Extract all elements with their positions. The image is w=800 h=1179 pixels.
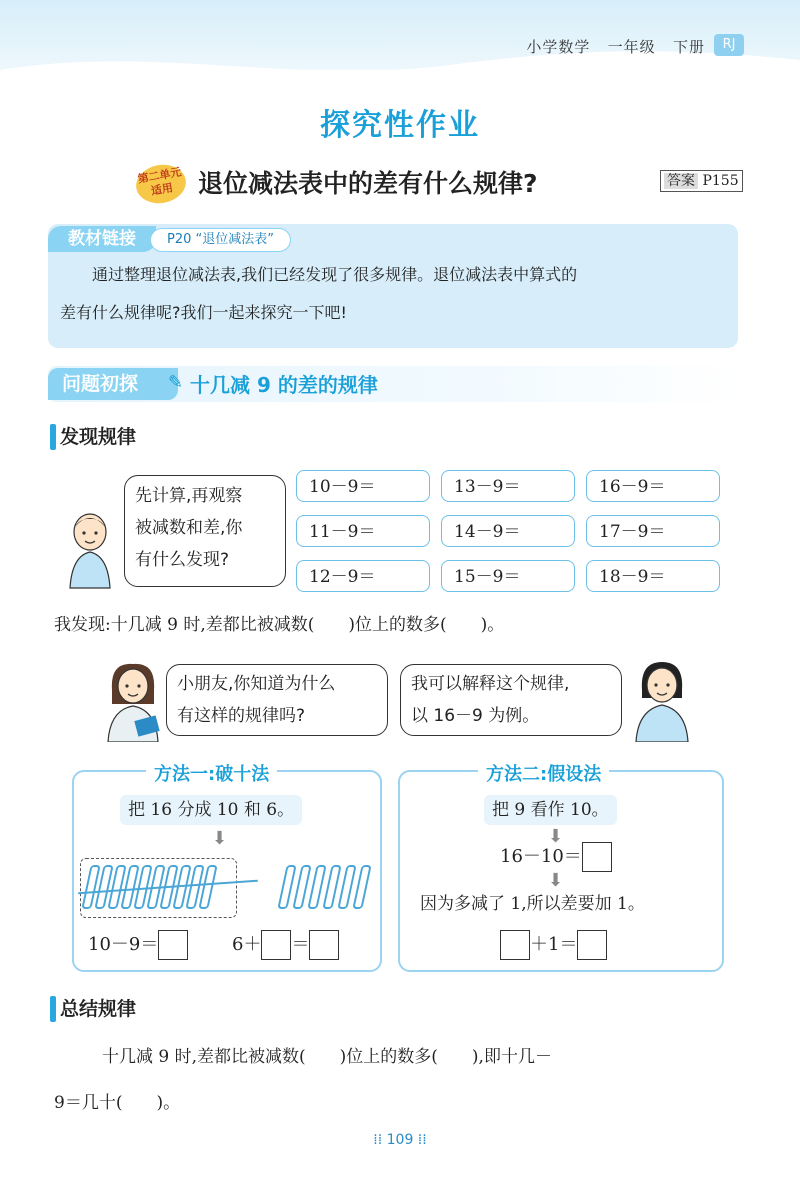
answer-square[interactable]	[309, 930, 339, 960]
equation-box: 15－9＝	[441, 560, 575, 592]
answer-square[interactable]	[582, 842, 612, 872]
equation-box: 18－9＝	[586, 560, 720, 592]
equation-text: 16－10＝	[500, 846, 582, 867]
answer-label: 答案	[664, 173, 698, 189]
method-two-reason: 因为多减了 1,所以差要加 1。	[420, 894, 645, 914]
bubble-line: 有这样的规律吗?	[177, 706, 306, 726]
textbook-link-ref: P20 “退位减法表”	[150, 228, 291, 252]
equation-box: 10－9＝	[296, 470, 430, 502]
down-arrow-icon: ⬇	[212, 828, 228, 849]
down-arrow-icon: ⬇	[548, 826, 564, 847]
summary-line-2: 9＝几十( )。	[54, 1093, 181, 1113]
bubble-line: 被减数和差,你	[135, 518, 243, 538]
page-number-text: 109	[386, 1132, 414, 1148]
summary-line-1: 十几减 9 时,差都比被减数( )位上的数多( ),即十几－	[102, 1047, 552, 1067]
equation-box: 16－9＝	[586, 470, 720, 502]
bubble-line: 我可以解释这个规律,	[411, 674, 570, 694]
equation-box: 11－9＝	[296, 515, 430, 547]
equation-text: ＋1＝	[530, 934, 578, 955]
bubble-line: 有什么发现?	[135, 550, 230, 570]
summary-heading: 总结规律	[60, 998, 137, 1020]
book-info: 小学数学 一年级 下册	[526, 38, 705, 56]
method-one-equation-2	[232, 930, 339, 960]
page-title: 探究性作业	[320, 108, 480, 143]
discover-heading: 发现规律	[60, 426, 137, 448]
answer-square[interactable]	[261, 930, 291, 960]
answer-square[interactable]	[500, 930, 530, 960]
method-two-equation-1	[500, 842, 612, 872]
answer-page: P155	[702, 173, 739, 189]
equation-text: 6＋	[232, 934, 262, 955]
method-two-equation-2	[500, 930, 607, 960]
teacher-illustration	[100, 660, 166, 742]
method-two-step: 把 9 看作 10。	[484, 795, 617, 825]
equation-box: 17－9＝	[586, 515, 720, 547]
page-number: ⁞⁞ 109 ⁞⁞	[373, 1132, 427, 1148]
equation-text: ＝	[291, 934, 310, 955]
textbook-link-tag: 教材链接	[48, 226, 156, 252]
subtitle: 退位减法表中的差有什么规律?	[198, 169, 538, 198]
equation-box: 13－9＝	[441, 470, 575, 502]
equation-box: 14－9＝	[441, 515, 575, 547]
intro-line-2: 差有什么规律呢?我们一起来探究一下吧!	[60, 303, 347, 322]
equation-box: 12－9＝	[296, 560, 430, 592]
boy-illustration	[60, 510, 120, 590]
finding-sentence: 我发现:十几减 9 时,差都比被减数( )位上的数多( )。	[54, 615, 505, 635]
boy-speech-bubble	[124, 475, 286, 587]
method-one-title: 方法一:破十法	[146, 760, 277, 786]
bubble-line: 以 16－9 为例。	[411, 706, 540, 726]
answer-square[interactable]	[577, 930, 607, 960]
answer-square[interactable]	[158, 930, 188, 960]
six-sticks	[282, 865, 372, 911]
question-tag: 问题初探	[48, 368, 178, 400]
equation-text: 10－9＝	[88, 934, 159, 955]
section-bar-icon	[50, 424, 56, 450]
girl-illustration	[630, 658, 694, 742]
method-two-title: 方法二:假设法	[478, 760, 609, 786]
pencil-icon: ✎	[168, 372, 184, 393]
bubble-line: 先计算,再观察	[135, 486, 243, 506]
edition-badge: RJ	[714, 34, 744, 56]
answer-reference	[660, 170, 743, 192]
down-arrow-icon: ⬇	[548, 870, 564, 891]
bubble-line: 小朋友,你知道为什么	[177, 674, 336, 694]
method-one-step: 把 16 分成 10 和 6。	[120, 795, 302, 825]
section-bar-icon	[50, 996, 56, 1022]
unit-badge: 第二单元 适用	[133, 161, 189, 207]
teacher-speech-bubble	[166, 664, 388, 736]
intro-line-1: 通过整理退位减法表,我们已经发现了很多规律。退位减法表中算式的	[92, 265, 578, 284]
question-title: 十几减 9 的差的规律	[190, 373, 378, 397]
method-one-equation-1	[88, 930, 188, 960]
girl-speech-bubble	[400, 664, 622, 736]
